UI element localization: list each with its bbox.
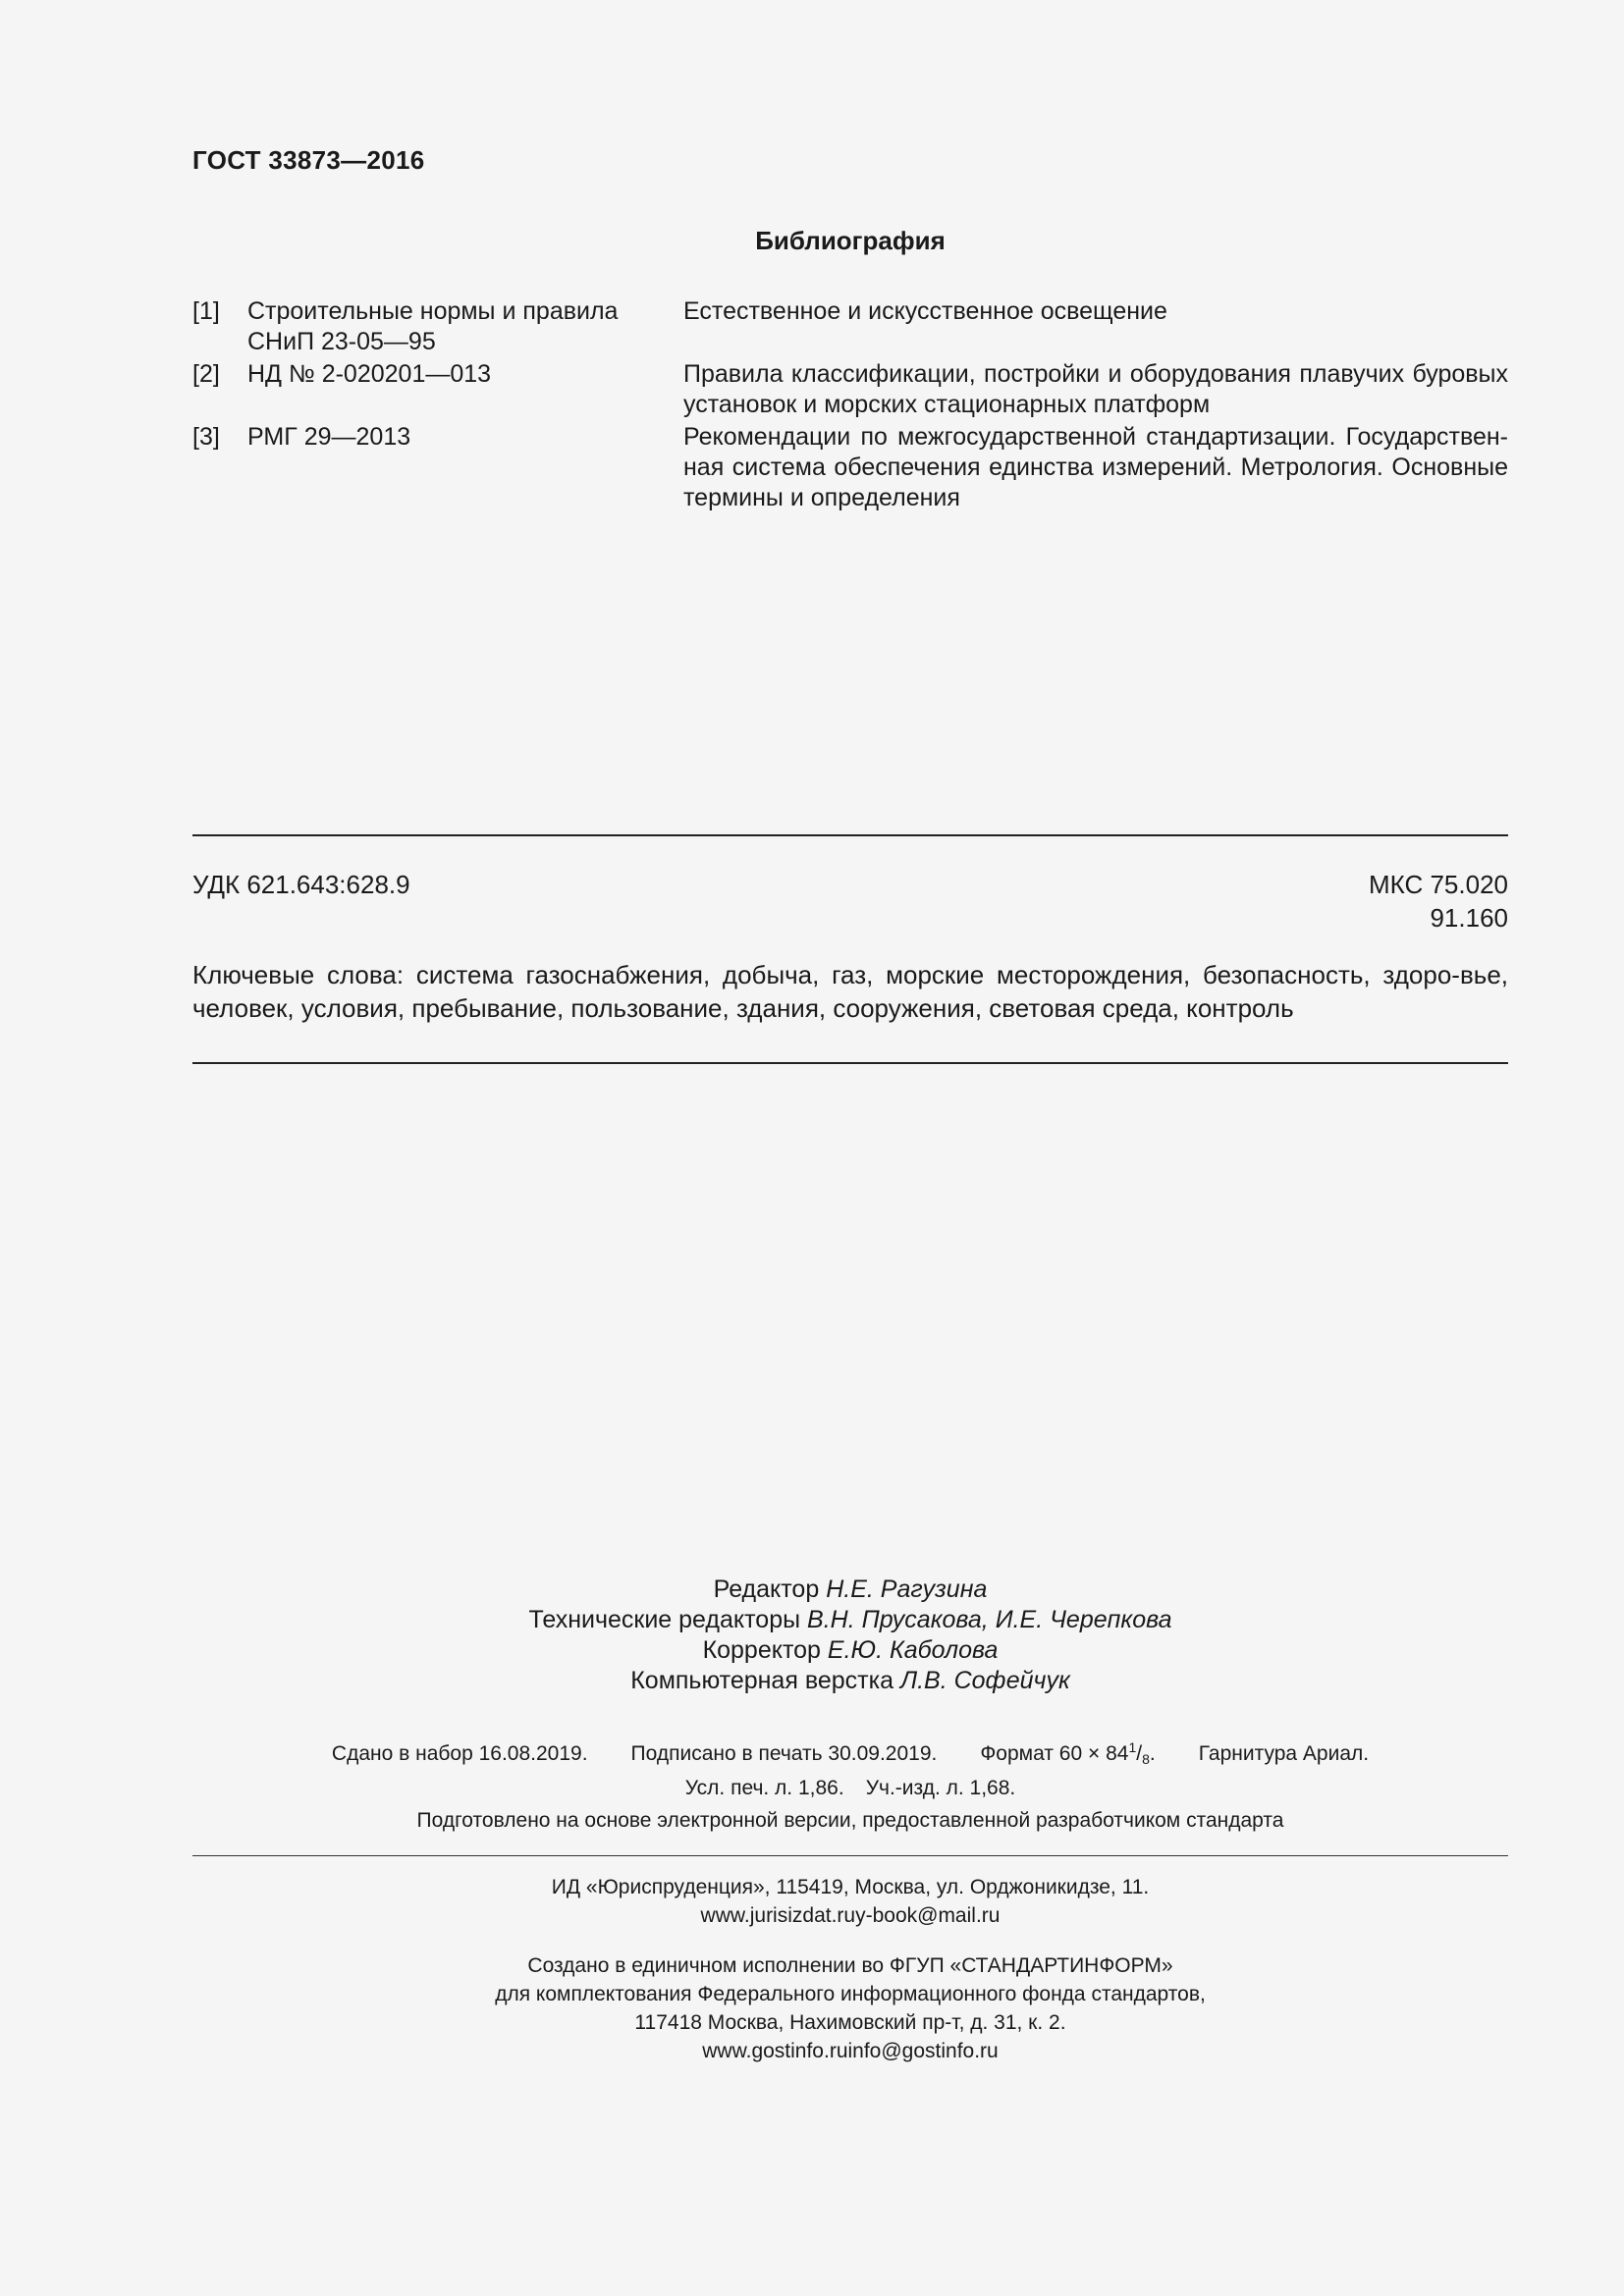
bibliography-item-number: [2] (192, 360, 220, 388)
credit-label: Технические редакторы (528, 1606, 801, 1633)
bibliography-item (192, 359, 1508, 420)
mks-code: 91.160 (1430, 903, 1508, 933)
mks-codes (1369, 868, 1508, 934)
credit-label: Корректор (702, 1636, 821, 1664)
printed-sheets: Усл. печ. л. 1,86. (684, 1777, 844, 1799)
credit-layout (192, 1666, 1508, 1696)
publisher-email-link[interactable]: y-book@mail.ru (855, 1904, 1001, 1927)
bibliography-item-reference-line: СНиП 23-05—95 (247, 328, 436, 355)
publisher-site-link[interactable]: www.jurisizdat.ru (700, 1904, 856, 1927)
credit-label: Редактор (713, 1575, 820, 1603)
bibliography-item-number: [3] (192, 423, 220, 451)
document-code: ГОСТ 33873—2016 (192, 145, 425, 175)
divider-top (192, 834, 1508, 836)
credit-name: Л.В. Софейчук (899, 1667, 1070, 1694)
publisher-sheets: Уч.-изд. л. 1,68. (865, 1777, 1016, 1799)
created-info (192, 1951, 1508, 2065)
credit-corrector (192, 1635, 1508, 1666)
credit-tech-editors (192, 1605, 1508, 1635)
typeface: Гарнитура Ариал. (1198, 1742, 1370, 1765)
credit-label: Компьютерная верстка (630, 1667, 893, 1694)
divider-imprint (192, 1855, 1508, 1856)
credit-name: Е.Ю. Каболова (827, 1636, 999, 1664)
created-line: Создано в единичном исполнении во ФГУП «СТАНДАРТИНФОРМ» (527, 1954, 1173, 1977)
bibliography-item-number: [1] (192, 297, 220, 325)
mks-code: МКС 75.020 (1368, 870, 1508, 899)
prepared-note: Подготовлено на основе электронной версии, предоставленной разработчиком стандарта (416, 1809, 1284, 1832)
bibliography-list (192, 296, 1508, 515)
gostinfo-site-link[interactable]: www.gostinfo.ru (702, 2040, 848, 2062)
bibliography-item-reference (247, 422, 683, 513)
print-info-line (192, 1774, 1508, 1802)
created-line: для комплектования Федерального информационного фонда стандартов, (495, 1983, 1206, 2005)
bibliography-item-reference-line: НД № 2-020201—013 (247, 360, 492, 388)
publisher-info (192, 1873, 1508, 1930)
credit-name: Н.Е. Рагузина (826, 1575, 988, 1603)
bibliography-item (192, 422, 1508, 513)
bibliography-item-reference (247, 296, 683, 357)
udk-code: УДК 621.643:628.9 (192, 870, 410, 899)
credits (192, 1575, 1508, 1696)
created-contacts (192, 2037, 1508, 2065)
submitted-date: Сдано в набор 16.08.2019. (331, 1742, 588, 1765)
bibliography-item-description: Правила классификации, постройки и оборудования плавучих буровых установок и морских стационарных платформ (683, 360, 1508, 418)
bibliography-title: Библиография (755, 226, 946, 255)
divider-keywords (192, 1062, 1508, 1064)
print-info-line (192, 1734, 1508, 1774)
print-info (192, 1734, 1508, 1802)
keywords: Ключевые слова: система газоснабжения, добыча, газ, морские месторождения, безопасность, здоро-вье, человек, условия, пребывание, пользование, здания, сооружения, световая среда, контроль (192, 960, 1508, 1023)
publisher-contacts (192, 1901, 1508, 1930)
created-line: 117418 Москва, Нахимовский пр-т, д. 31, к. 2. (634, 2011, 1066, 2034)
signed-date: Подписано в печать 30.09.2019. (630, 1742, 938, 1765)
bibliography-item-description: Естественное и искусственное освещение (683, 297, 1167, 325)
bibliography-item-reference-line: РМГ 29—2013 (247, 423, 411, 451)
bibliography-item-reference (247, 359, 683, 420)
bibliography-item (192, 296, 1508, 357)
bibliography-item-description: Рекомендации по межгосударственной стандартизации. Государствен-ная система обеспечения единства измерений. Метрология. Основные термины и определения (683, 423, 1508, 511)
publisher-address: ИД «Юриспруденция», 115419, Москва, ул. Орджоникидзе, 11. (551, 1876, 1150, 1898)
bibliography-item-reference-line: Строительные нормы и правила (247, 297, 619, 325)
paper-format: Формат $60 \times 84^1/_8$. (980, 1739, 1156, 1767)
credit-editor (192, 1575, 1508, 1605)
gostinfo-email-link[interactable]: info@gostinfo.ru (847, 2040, 999, 2062)
credit-name: В.Н. Прусакова, И.Е. Черепкова (807, 1606, 1172, 1633)
